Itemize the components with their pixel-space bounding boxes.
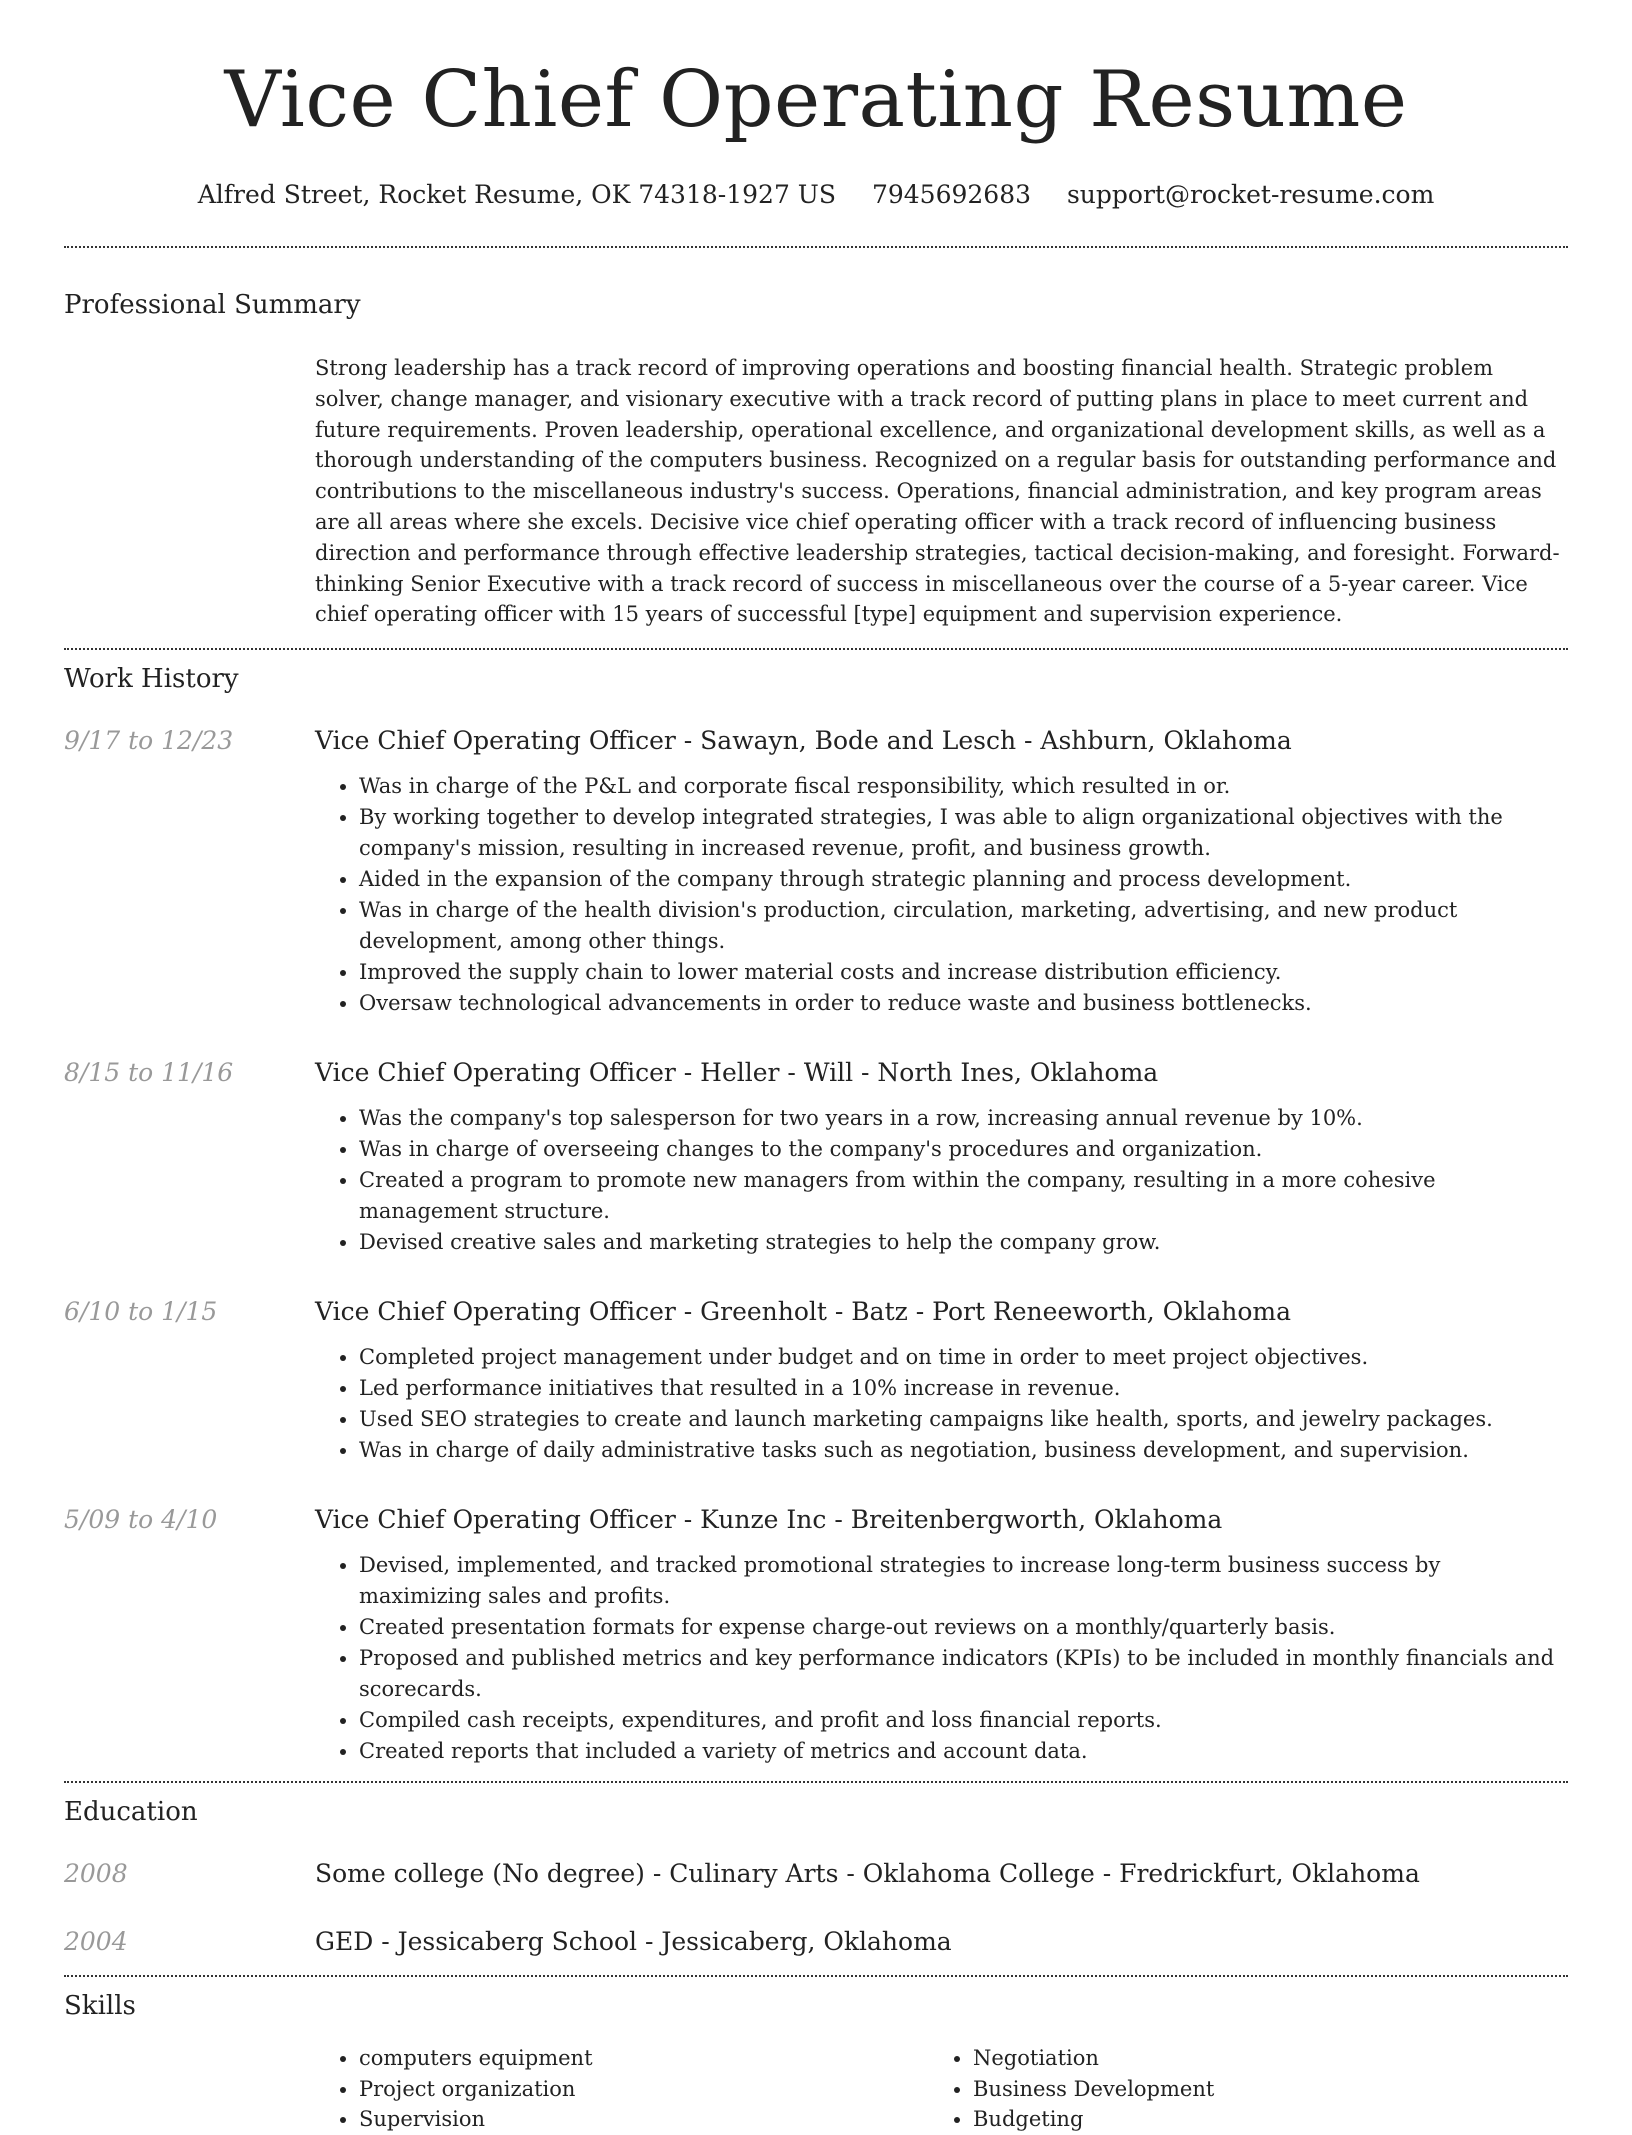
work-bullet: • Created a program to promote new managers from within the company, resulting in a more cohesive management structure. <box>359 1165 1568 1227</box>
work-date: 6/10 to 1/15 <box>64 1297 218 1327</box>
work-bullet: • Was in charge of the P&L and corporate fiscal responsibility, which resulted in or. <box>359 771 1568 802</box>
work-entry <box>64 1503 1568 1767</box>
work-bullet: • Led performance initiatives that resulted in a 10% increase in revenue. <box>359 1373 1568 1404</box>
work-title: Vice Chief Operating Officer - Heller - Will - North Ines, Oklahoma <box>315 1058 1159 1088</box>
education-heading: Education <box>64 1797 198 1828</box>
work-bullet: • Proposed and published metrics and key performance indicators (KPIs) to be included in monthly financials and scorecards. <box>359 1643 1568 1705</box>
education-entry <box>64 1857 1568 1891</box>
work-bullets <box>315 1550 1568 1767</box>
work-bullet: • Created presentation formats for expense charge-out reviews on a monthly/quarterly basis. <box>359 1612 1568 1643</box>
work-bullet: • Created reports that included a variety of metrics and account data. <box>359 1736 1568 1767</box>
education-entry-body <box>315 1925 1568 1959</box>
contact-email: support@rocket-resume.com <box>1066 180 1435 209</box>
work-bullet: • Was in charge of the health division's production, circulation, marketing, advertising, and new product development, among other things. <box>359 895 1568 957</box>
work-title: Vice Chief Operating Officer - Greenholt - Batz - Port Reneeworth, Oklahoma <box>315 1297 1292 1327</box>
resume-title: Vice Chief Operating Resume <box>224 55 1408 145</box>
work-bullet: • By working together to develop integrated strategies, I was able to align organizational objectives with the company's mission, resulting in increased revenue, profit, and business growth. <box>359 802 1568 864</box>
work-entry <box>64 1056 1568 1258</box>
work-bullet: • Devised, implemented, and tracked promotional strategies to increase long-term business success by maximizing sales and profits. <box>359 1550 1568 1612</box>
section-divider <box>64 246 1568 248</box>
work-bullet: • Improved the supply chain to lower material costs and increase distribution efficiency. <box>359 957 1568 988</box>
contact-line <box>64 178 1568 212</box>
work-title: Vice Chief Operating Officer - Kunze Inc - Breitenbergworth, Oklahoma <box>315 1505 1223 1535</box>
education-title: GED - Jessicaberg School - Jessicaberg, Oklahoma <box>315 1927 952 1957</box>
work-bullet: • Was the company's top salesperson for two years in a row, increasing annual revenue by 10%. <box>359 1103 1568 1134</box>
section-divider <box>64 1975 1568 1977</box>
skills-heading: Skills <box>64 1991 136 2022</box>
work-bullets <box>315 771 1568 1019</box>
education-list <box>64 1857 1568 1975</box>
contact-address: Alfred Street, Rocket Resume, OK 74318-1927 US <box>197 180 836 209</box>
work-bullet: • Compiled cash receipts, expenditures, and profit and loss financial reports. <box>359 1705 1568 1736</box>
skill-item: • Business Development <box>973 2074 1543 2105</box>
work-bullet: • Used SEO strategies to create and launch marketing campaigns like health, sports, and jewelry packages. <box>359 1404 1568 1435</box>
work-bullet: • Devised creative sales and marketing strategies to help the company grow. <box>359 1227 1568 1258</box>
summary-text: Strong leadership has a track record of improving operations and boosting financial health. Strategic problem solver, change manager, and visionary executive with a track record of putting plans in place to meet current and future requirements. Proven leadership, operational excellence, and organizational development skills, as well as a thorough understanding of the computers business. Recognized on a regular basis for outstanding performance and contributions to the miscellaneous industry's success. Operations, financial administration, and key program areas are all areas where she excels. Decisive vice chief operating officer with a track record of influencing business direction and performance through effective leadership strategies, tactical decision-making, and foresight. Forward-thinking Senior Executive with a track record of success in miscellaneous over the course of a 5-year career. Vice chief operating officer with 15 years of successful [type] equipment and supervision experience. <box>315 356 1560 627</box>
work-entry-body <box>315 1503 1568 1767</box>
education-date: 2008 <box>64 1859 128 1889</box>
education-entry-body <box>315 1857 1568 1891</box>
work-bullet: • Aided in the expansion of the company through strategic planning and process development. <box>359 864 1568 895</box>
skill-item: • Negotiation <box>973 2043 1543 2074</box>
work-bullet: • Completed project management under budget and on time in order to meet project objectives. <box>359 1342 1568 1373</box>
section-divider <box>64 648 1568 650</box>
work-date: 5/09 to 4/10 <box>64 1505 218 1535</box>
work-entry-body <box>315 1295 1568 1466</box>
skill-item: • computers equipment <box>359 2043 929 2074</box>
work-entry-body <box>315 724 1568 1019</box>
skill-item: • Project organization <box>359 2074 929 2105</box>
education-date: 2004 <box>64 1927 128 1957</box>
skills-list <box>315 2043 1568 2135</box>
education-title: Some college (No degree) - Culinary Arts - Oklahoma College - Fredrickfurt, Oklahoma <box>315 1859 1420 1889</box>
work-title: Vice Chief Operating Officer - Sawayn, Bode and Lesch - Ashburn, Oklahoma <box>315 726 1292 756</box>
work-date: 9/17 to 12/23 <box>64 726 234 756</box>
skills-column-right <box>929 2043 1543 2135</box>
work-entry <box>64 724 1568 1019</box>
skill-item: • Supervision <box>359 2104 929 2135</box>
education-entry <box>64 1925 1568 1959</box>
work-bullet: • Was in charge of overseeing changes to the company's procedures and organization. <box>359 1134 1568 1165</box>
work-date: 8/15 to 11/16 <box>64 1058 234 1088</box>
work-entry <box>64 1295 1568 1466</box>
work-bullets <box>315 1342 1568 1466</box>
work-bullet: • Was in charge of daily administrative tasks such as negotiation, business development, and supervision. <box>359 1435 1568 1466</box>
skills-column-left <box>315 2043 929 2135</box>
summary-heading: Professional Summary <box>64 290 361 320</box>
work-entry-body <box>315 1056 1568 1258</box>
contact-phone: 7945692683 <box>871 180 1032 209</box>
section-divider <box>64 1781 1568 1783</box>
work-bullets <box>315 1103 1568 1258</box>
work-history-list <box>64 724 1568 1781</box>
skill-item: • Budgeting <box>973 2104 1543 2135</box>
work-bullet: • Oversaw technological advancements in order to reduce waste and business bottlenecks. <box>359 988 1568 1019</box>
work-history-heading: Work History <box>64 664 239 695</box>
